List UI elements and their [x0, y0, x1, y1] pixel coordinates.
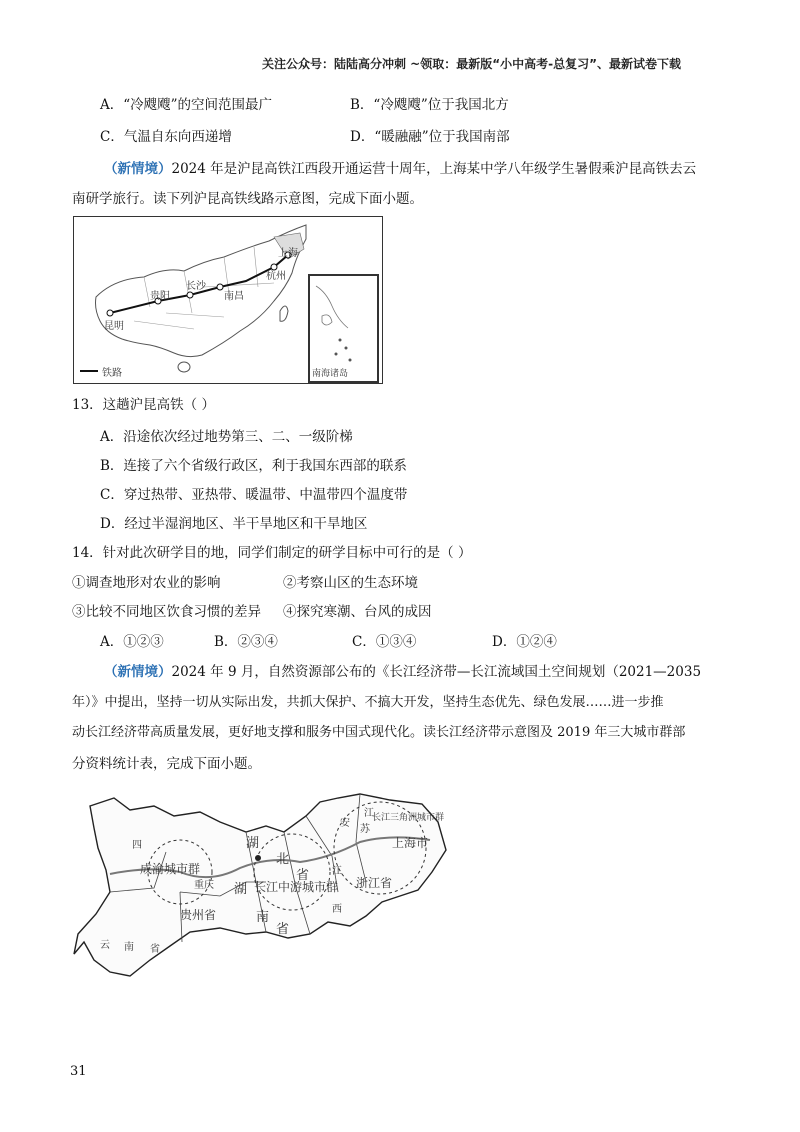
page-header: 关注公众号：陆陆高分冲刺 ~领取：最新版“小中高考-总复习”、最新试卷下载: [262, 57, 681, 71]
label-jiangsu-1: 江: [364, 808, 374, 819]
label-yunnan-3: 省: [150, 944, 160, 955]
passage2-line3: 动长江经济带高质量发展，更好地支撑和服务中国式现代化。读长江经济带示意图及 2019 年三大城市群部: [72, 725, 686, 740]
label-hunan-1: 湖: [234, 882, 248, 897]
q14-stem: 14．针对此次研学目的地，同学们制定的研学目标中可行的是（ ）: [72, 545, 472, 561]
south-china-sea-inset: [308, 274, 379, 383]
prev-option-b: B．“冷飕飕”位于我国北方: [350, 97, 509, 113]
label-zhejiang: 浙江省: [356, 876, 393, 890]
label-hubei-1: 湖: [246, 836, 260, 851]
q14-item3: ③比较不同地区饮食习惯的差异: [72, 604, 261, 620]
label-hunan-3: 省: [276, 922, 290, 937]
inset-label: 南海诸岛: [312, 369, 349, 379]
label-middle-reaches: 长江中游城市群: [254, 880, 339, 894]
label-nanchang: 南昌: [224, 291, 244, 302]
passage2-line4: 分资料统计表，完成下面小题。: [72, 756, 261, 772]
q13-option-c: C．穿过热带、亚热带、暖温带、中温带四个温度带: [100, 487, 408, 503]
changsha-marker: [187, 292, 193, 298]
passage1-line2: 南研学旅行。读下列沪昆高铁线路示意图，完成下面小题。: [72, 191, 423, 207]
label-delta: 长江三角洲城市群: [372, 813, 445, 823]
label-shanghai: 上海: [278, 248, 298, 259]
label-chongqing: 重庆: [194, 880, 214, 891]
passage2-line1: [104, 662, 701, 682]
yangtze-economic-belt-map: [70, 792, 462, 982]
prev-option-d: D．“暖融融”位于我国南部: [350, 129, 510, 145]
kunming-marker: [107, 310, 113, 316]
q14-item1: ①调查地形对农业的影响: [72, 575, 221, 591]
legend-label: 铁路: [102, 368, 122, 379]
label-yunnan-2: 南: [124, 942, 134, 953]
label-yunnan-1: 云: [100, 940, 110, 951]
prev-option-c: C．气温自东向西递增: [100, 129, 232, 145]
hukun-railway-map: [73, 216, 383, 384]
q13-option-b: B．连接了六个省级行政区，利于我国东西部的联系: [100, 458, 407, 474]
q13-stem: 13．这趟沪昆高铁（ ）: [72, 397, 215, 413]
label-hangzhou: 杭州: [266, 271, 286, 282]
passage1-line1: [104, 159, 696, 179]
q14-option-c: C．①③④: [352, 634, 417, 650]
label-chengyu: 成渝城市群: [140, 862, 201, 876]
label-hubei-2: 北: [276, 852, 290, 867]
q14-item4: ④探究寒潮、台风的成因: [283, 604, 432, 620]
label-guizhou: 贵州省: [180, 908, 217, 922]
q14-item2: ②考察山区的生态环境: [283, 575, 418, 591]
hub-marker: [255, 855, 261, 861]
label-sichuan: 四: [132, 840, 142, 851]
label-hunan-2: 南: [256, 910, 270, 925]
label-jiangxi-1: 江: [332, 866, 342, 877]
q13-option-a: A．沿途依次经过地势第三、二、一级阶梯: [100, 429, 353, 445]
new-context-tag-2: （新情境）: [104, 664, 172, 680]
label-changsha: 长沙: [186, 281, 206, 292]
label-jiangsu-2: 苏: [360, 824, 370, 835]
q13-option-d: D．经过半湿润地区、半干旱地区和干旱地区: [100, 516, 368, 532]
passage2-text1: 2024 年 9 月，自然资源部公布的《长江经济带—长江流域国土空间规划（2021—2035: [171, 664, 702, 680]
label-guiyang: 贵阳: [150, 291, 170, 302]
passage2-line2: 年）》中提出，坚持一切从实际出发，共抓大保护、不搞大开发，坚持生态优先、绿色发展……进一步推: [72, 695, 664, 710]
nanchang-marker: [217, 284, 223, 290]
label-shanghai-city: 上海市: [392, 836, 429, 850]
page-number: 31: [70, 1064, 87, 1079]
passage1-text1: 2024 年是沪昆高铁江西段开通运营十周年，上海某中学八年级学生暑假乘沪昆高铁去云: [171, 161, 697, 177]
new-context-tag: （新情境）: [104, 161, 172, 177]
prev-option-a: A．“冷飕飕”的空间范围最广: [100, 97, 273, 113]
q14-option-d: D．①②④: [492, 634, 557, 650]
label-hubei-3: 省: [296, 868, 310, 883]
q14-option-a: A．①②③: [100, 634, 164, 650]
label-jiangxi-2: 西: [332, 904, 342, 915]
label-kunming: 昆明: [104, 321, 124, 332]
label-anhui: 安: [340, 818, 350, 829]
q14-option-b: B．②③④: [214, 634, 278, 650]
